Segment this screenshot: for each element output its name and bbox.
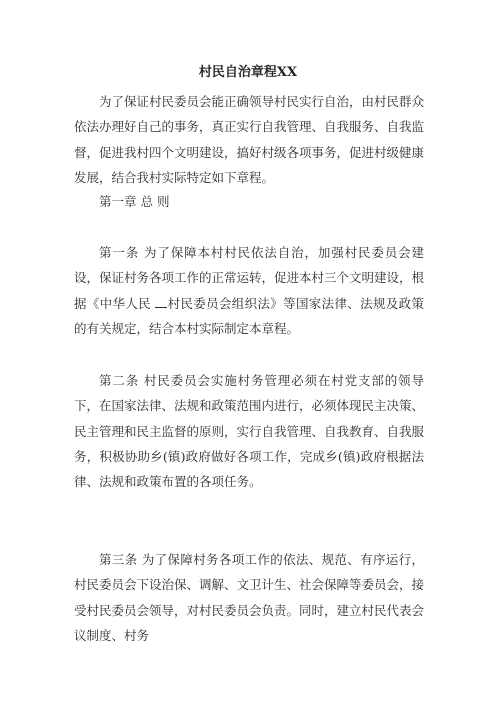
article-1-text-part1: 第一条 为了保障本村村民依法自治，加强村民委员会建设，保证村务各项工作的正常运转，促进本村三个文明建设，根据《中华人民 <box>74 245 425 311</box>
article-2-paragraph: 第二条 村民委员会实施村务管理必须在村党支部的领导下，在国家法律、法规和政策范围内进行，必须体现民主决策、民主管理和民主监督的原则，实行自我管理、自我教育、自我服务，积极协助乡(镇)政府做好各项工作，完成乡(镇)政府根据法律、法规和政策布置的各项任务。 <box>74 373 425 490</box>
article-1-text-part2: 村民委员会组织法》等国家法律、法规及政策的有关规定，结合本村实际制定本章程。 <box>74 295 424 336</box>
article-1-paragraph <box>74 240 424 341</box>
chapter-heading: 第一章 总 则 <box>99 194 170 209</box>
article-3-paragraph: 第三条 为了保障村务各项工作的依法、规范、有序运行，村民委员会下设治保、调解、文卫计生、社会保障等委员会，接受村民委员会领导，对村民委员会负责。同时，建立村民代表会议制度、村务 <box>74 552 425 643</box>
underline-blank <box>155 297 167 308</box>
document-title: 村民自治章程XX <box>198 65 298 80</box>
preamble-paragraph: 为了保证村民委员会能正确领导村民实行自治，由村民群众依法办理好自己的事务，真正实行自我管理、自我服务、自我监督，促进我村四个文明建设，搞好村级各项事务，促进村级健康发展，结合我村实际特定如下章程。 <box>74 94 425 185</box>
